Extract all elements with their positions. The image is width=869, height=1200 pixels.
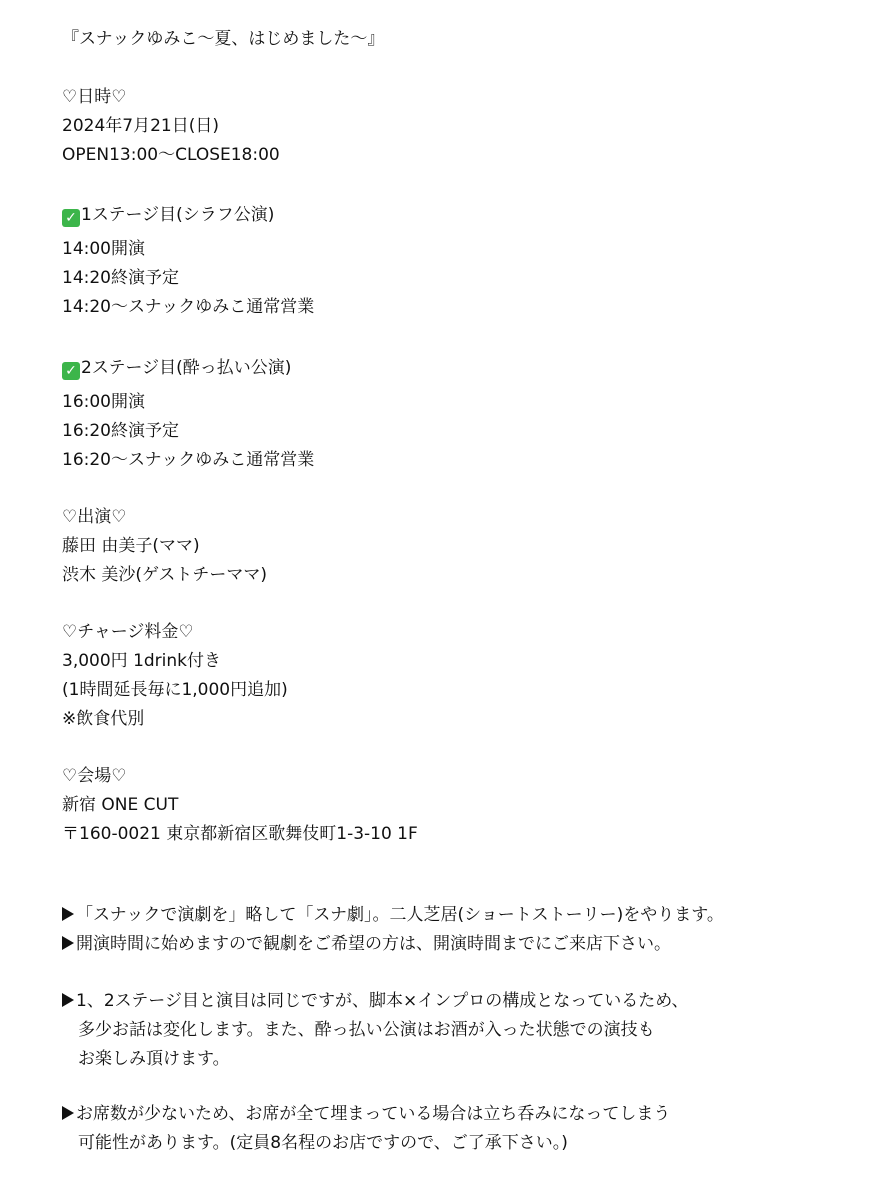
charge-food-note: ※飲食代別	[62, 709, 145, 729]
event-title: 『スナックゆみこ〜夏、はじめました〜』	[62, 29, 385, 49]
note-text: お席数が少ないため、お席が全て埋まっている場合は立ち呑みになってしまう	[76, 1104, 671, 1124]
note-continuation: お楽しみ頂けます。	[78, 1049, 230, 1069]
stage2-regular-business: 16:20〜スナックゆみこ通常営業	[62, 450, 315, 470]
note-text: 「スナックで演劇を」略して「スナ劇」。二人芝居(ショートストーリー)をやります。	[76, 905, 724, 925]
note-item	[62, 990, 689, 1012]
right-triangle-icon	[62, 936, 74, 950]
venue-address: 〒160-0021 東京都新宿区歌舞伎町1-3-10 1F	[62, 824, 418, 844]
stage1-regular-business: 14:20〜スナックゆみこ通常営業	[62, 297, 315, 317]
cast-member: 藤田 由美子(ママ)	[62, 536, 200, 556]
stage1-end: 14:20終演予定	[62, 268, 179, 288]
stage2-heading-text: 2ステージ目(酔っ払い公演)	[81, 358, 292, 378]
note-item	[62, 933, 671, 955]
cast-member: 渋木 美沙(ゲストチーママ)	[62, 565, 267, 585]
note-item	[62, 904, 724, 926]
note-text: 開演時間に始めますので観劇をご希望の方は、開演時間までにご来店下さい。	[76, 934, 671, 954]
check-mark-button-icon: ✓	[62, 362, 80, 380]
check-mark-button-icon: ✓	[62, 209, 80, 227]
event-date: 2024年7月21日(日)	[62, 116, 219, 136]
right-triangle-icon	[62, 993, 74, 1007]
note-text: 1、2ステージ目と演目は同じですが、脚本×インプロの構成となっているため、	[76, 991, 689, 1011]
stage1-heading	[62, 204, 274, 227]
opening-hours: OPEN13:00〜CLOSE18:00	[62, 145, 280, 165]
charge-extension: (1時間延長毎に1,000円追加)	[62, 680, 288, 700]
stage2-start: 16:00開演	[62, 392, 145, 412]
venue-name: 新宿 ONE CUT	[62, 795, 179, 815]
note-continuation: 可能性があります。(定員8名程のお店ですので、ご了承下さい。)	[78, 1133, 568, 1153]
note-continuation: 多少お話は変化します。また、酔っ払い公演はお酒が入った状態での演技も	[78, 1020, 655, 1040]
stage1-heading-text: 1ステージ目(シラフ公演)	[81, 205, 275, 225]
note-item	[62, 1103, 670, 1125]
right-triangle-icon	[62, 1106, 74, 1120]
venue-heading: ♡会場♡	[62, 766, 127, 786]
charge-heading: ♡チャージ料金♡	[62, 622, 194, 642]
stage1-start: 14:00開演	[62, 239, 145, 259]
right-triangle-icon	[62, 907, 74, 921]
cast-heading: ♡出演♡	[62, 507, 127, 527]
stage2-end: 16:20終演予定	[62, 421, 179, 441]
stage2-heading	[62, 357, 291, 380]
charge-price: 3,000円 1drink付き	[62, 651, 222, 671]
datetime-heading: ♡日時♡	[62, 87, 127, 107]
